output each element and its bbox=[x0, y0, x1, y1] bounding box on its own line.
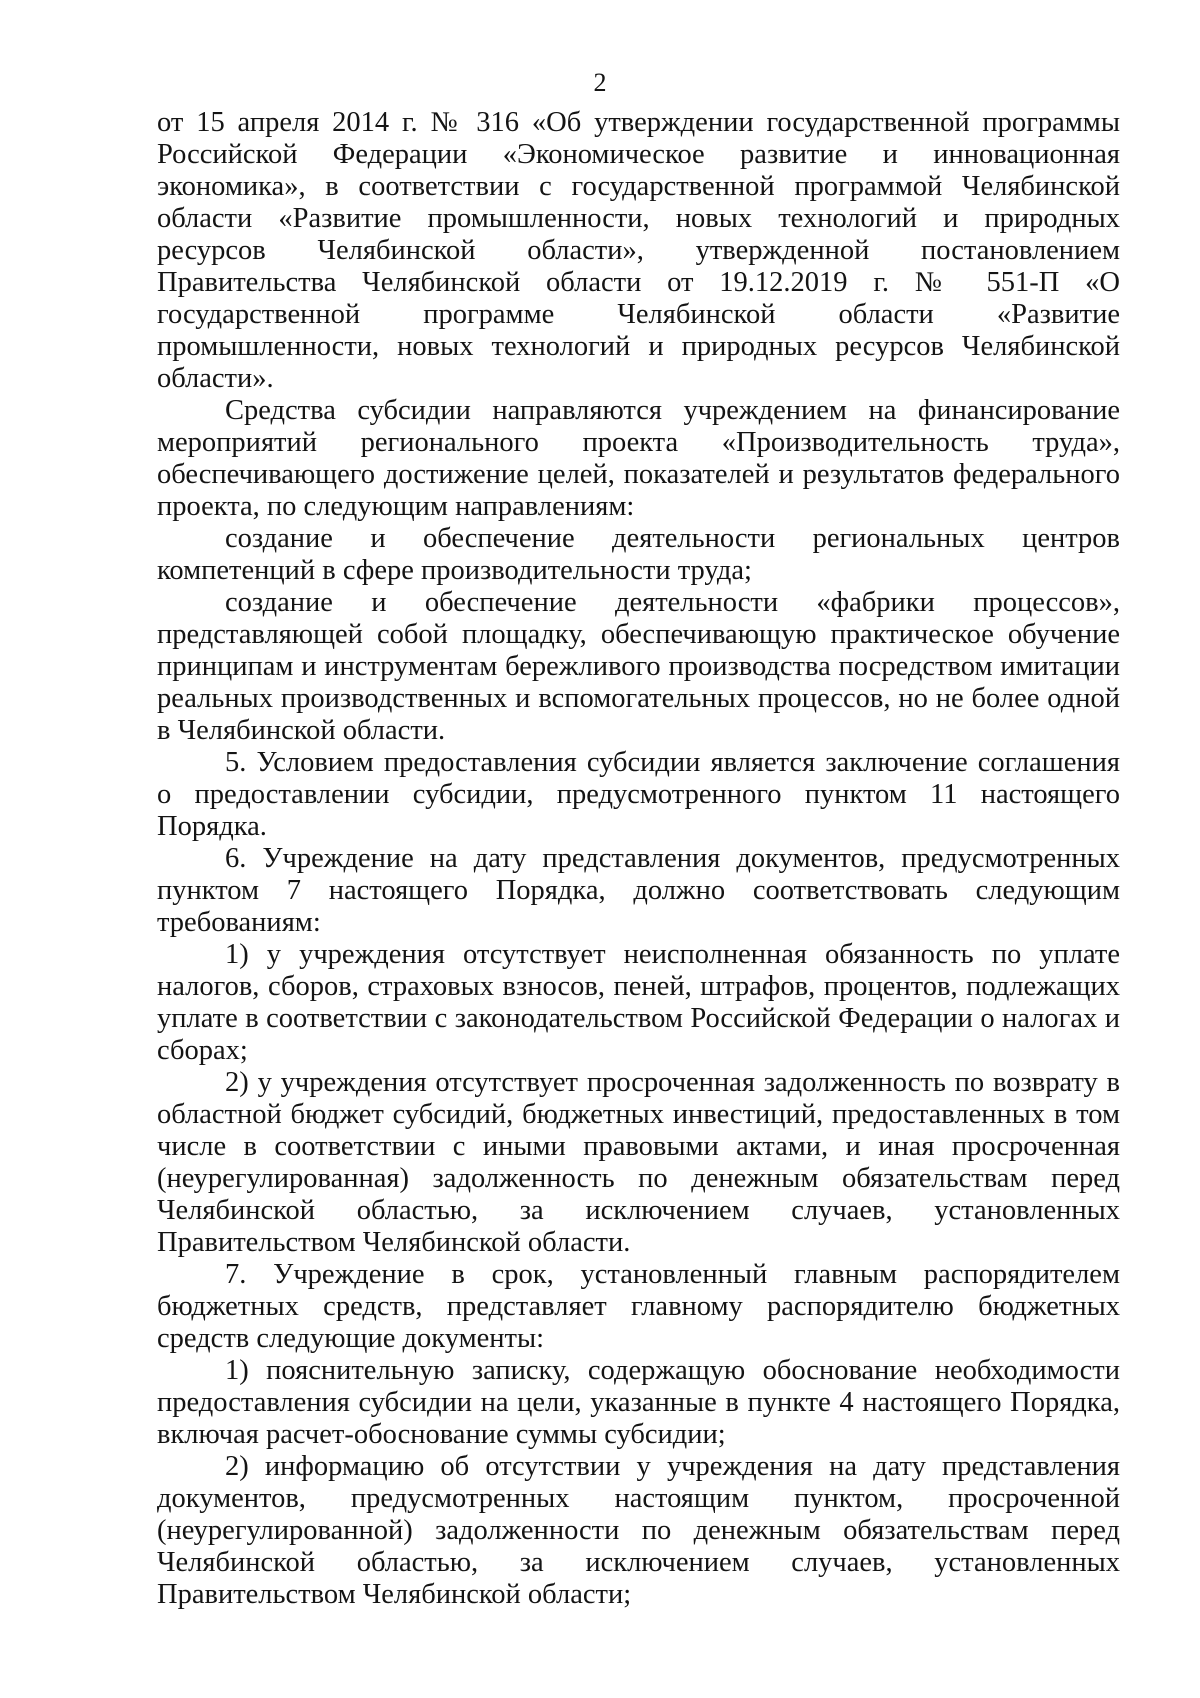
paragraph-clause-7-item-1: 1) пояснительную записку, содержащую обоснование необходимости предоставления субсидии на цели, указанные в пункте 4 настоящего Порядка, включая расчет-обоснование суммы субсидии; bbox=[157, 1355, 1120, 1450]
paragraph-subsidy-purpose: Средства субсидии направляются учреждением на финансирование мероприятий регионального проекта «Производительность труда», обеспечивающего достижение целей, показателей и результатов федерального проекта, по следующим направлениям: bbox=[157, 395, 1120, 522]
paragraph-direction-competence-centers: создание и обеспечение деятельности региональных центров компетенций в сфере производительности труда; bbox=[157, 523, 1120, 586]
paragraph-clause-6-item-2: 2) у учреждения отсутствует просроченная задолженность по возврату в областной бюджет субсидий, бюджетных инвестиций, предоставленных в том числе в соответствии с иными правовыми актами, и иная просроченная (неурегулированная) задолженность по денежным обязательствам перед Челябинской областью, за исключением случаев, установленных Правительством Челябинской области. bbox=[157, 1067, 1120, 1258]
paragraph-clause-7-item-2: 2) информацию об отсутствии у учреждения на дату представления документов, предусмотренных настоящим пунктом, просроченной (неурегулированной) задолженности по денежным обязательствам перед Челябинской областью, за исключением случаев, установленных Правительством Челябинской области; bbox=[157, 1451, 1120, 1610]
paragraph-continuation: от 15 апреля 2014 г. № 316 «Об утверждении государственной программы Российской Федерации «Экономическое развитие и инновационная экономика», в соответствии с государственной программой Челябинской области «Развитие промышленности, новых технологий и природных ресурсов Челябинской области», утвержденной постановлением Правительства Челябинской области от 19.12.2019 г. № 551-П «О государственной программе Челябинской области «Развитие промышленности, новых технологий и природных ресурсов Челябинской области». bbox=[157, 107, 1120, 394]
paragraph-clause-6-item-1: 1) у учреждения отсутствует неисполненная обязанность по уплате налогов, сборов, страховых взносов, пеней, штрафов, процентов, подлежащих уплате в соответствии с законодательством Российской Федерации о налогах и сборах; bbox=[157, 939, 1120, 1066]
paragraph-clause-6: 6. Учреждение на дату представления документов, предусмотренных пунктом 7 настоящего Порядка, должно соответствовать следующим требованиям: bbox=[157, 843, 1120, 938]
paragraph-clause-7: 7. Учреждение в срок, установленный главным распорядителем бюджетных средств, представляет главному распорядителю бюджетных средств следующие документы: bbox=[157, 1259, 1120, 1354]
paragraph-direction-process-factory: создание и обеспечение деятельности «фабрики процессов», представляющей собой площадку, обеспечивающую практическое обучение принципам и инструментам бережливого производства посредством имитации реальных производственных и вспомогательных процессов, но не более одной в Челябинской области. bbox=[157, 587, 1120, 746]
paragraph-clause-5: 5. Условием предоставления субсидии является заключение соглашения о предоставлении субсидии, предусмотренного пунктом 11 настоящего Порядка. bbox=[157, 747, 1120, 842]
page-number: 2 bbox=[593, 68, 607, 97]
document-body bbox=[157, 107, 1120, 1611]
